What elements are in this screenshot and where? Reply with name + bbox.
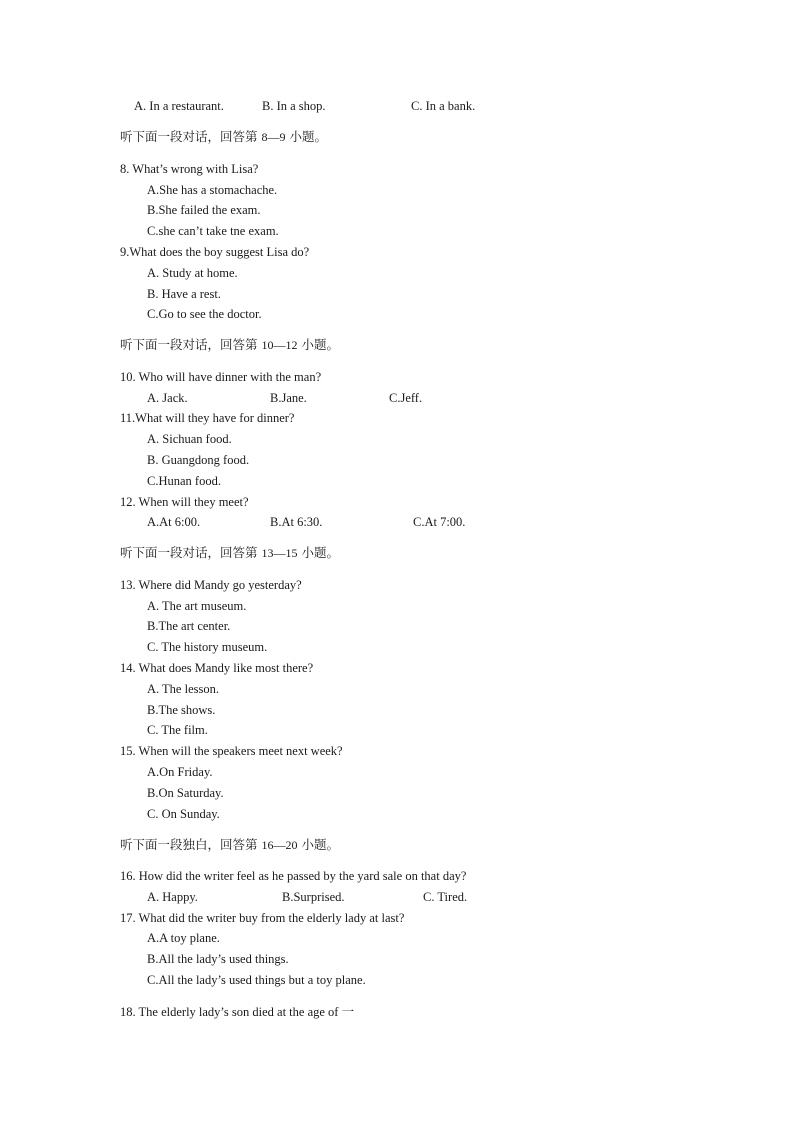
question-13: 13. Where did Mandy go yesterday? bbox=[120, 578, 302, 592]
section-heading-13-15: 听下面一段对话，回答第 13—15 小题。 bbox=[120, 545, 339, 560]
q11-option-c: C.Hunan food. bbox=[147, 474, 221, 488]
q17-option-a: A.A toy plane. bbox=[147, 931, 220, 945]
q14-option-b: B.The shows. bbox=[147, 703, 216, 717]
q11-option-b: B. Guangdong food. bbox=[147, 453, 250, 467]
question-11: 11.What will they have for dinner? bbox=[120, 411, 295, 425]
q16-option-b: B.Surprised. bbox=[282, 890, 345, 904]
option-a: A. In a restaurant. bbox=[134, 99, 224, 113]
q8-option-a: A.She has a stomachache. bbox=[147, 183, 278, 197]
question-12: 12. When will they meet? bbox=[120, 495, 249, 509]
section-heading-8-9: 听下面一段对话，回答第 8—9 小题。 bbox=[120, 129, 327, 144]
option-c: C. In a bank. bbox=[411, 99, 476, 113]
q14-option-a: A. The lesson. bbox=[147, 682, 219, 696]
q12-option-a: A.At 6:00. bbox=[147, 515, 201, 529]
q8-option-c: C.she can’t take tne exam. bbox=[147, 224, 279, 238]
q13-option-b: B.The art center. bbox=[147, 619, 231, 633]
question-17: 17. What did the writer buy from the elderly lady at last? bbox=[120, 911, 405, 925]
q13-option-c: C. The history museum. bbox=[147, 640, 268, 654]
question-9: 9.What does the boy suggest Lisa do? bbox=[120, 245, 310, 259]
section-heading-16-20: 听下面一段独白，回答第 16—20 小题。 bbox=[120, 837, 339, 852]
q15-option-b: B.On Saturday. bbox=[147, 786, 224, 800]
q10-option-a: A. Jack. bbox=[147, 391, 188, 405]
question-8: 8. What’s wrong with Lisa? bbox=[120, 162, 259, 176]
q16-option-c: C. Tired. bbox=[423, 890, 468, 904]
q11-option-a: A. Sichuan food. bbox=[147, 432, 232, 446]
q10-option-b: B.Jane. bbox=[270, 391, 307, 405]
q14-option-c: C. The film. bbox=[147, 723, 208, 737]
question-15: 15. When will the speakers meet next week? bbox=[120, 744, 343, 758]
q15-option-a: A.On Friday. bbox=[147, 765, 213, 779]
question-18: 18. The elderly lady’s son died at the age of 一 bbox=[120, 1005, 355, 1019]
q17-option-b: B.All the lady’s used things. bbox=[147, 952, 289, 966]
q17-option-c: C.All the lady’s used things but a toy plane. bbox=[147, 973, 366, 987]
question-16: 16. How did the writer feel as he passed by the yard sale on that day? bbox=[120, 869, 467, 883]
q9-option-b: B. Have a rest. bbox=[147, 287, 221, 301]
question-14: 14. What does Mandy like most there? bbox=[120, 661, 314, 675]
q9-option-a: A. Study at home. bbox=[147, 266, 238, 280]
q15-option-c: C. On Sunday. bbox=[147, 807, 220, 821]
q12-option-c: C.At 7:00. bbox=[413, 515, 466, 529]
q12-option-b: B.At 6:30. bbox=[270, 515, 323, 529]
q13-option-a: A. The art museum. bbox=[147, 599, 247, 613]
question-10: 10. Who will have dinner with the man? bbox=[120, 370, 322, 384]
section-heading-10-12: 听下面一段对话，回答第 10—12 小题。 bbox=[120, 337, 339, 352]
q8-option-b: B.She failed the exam. bbox=[147, 203, 261, 217]
option-b: B. In a shop. bbox=[262, 99, 326, 113]
q16-option-a: A. Happy. bbox=[147, 890, 198, 904]
q10-option-c: C.Jeff. bbox=[389, 391, 423, 405]
q9-option-c: C.Go to see the doctor. bbox=[147, 307, 262, 321]
